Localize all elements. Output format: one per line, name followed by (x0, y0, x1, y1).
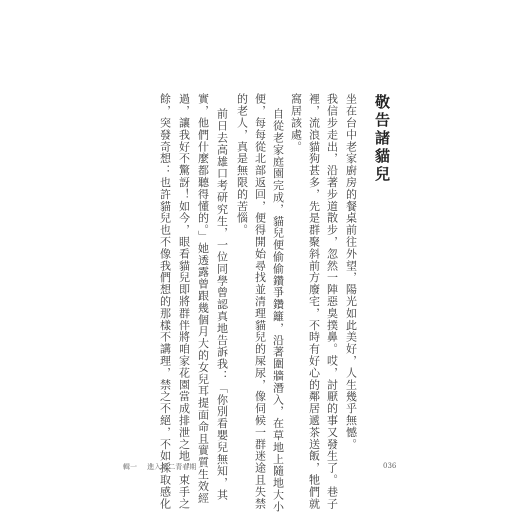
part-label: 輯一 (123, 463, 137, 471)
text-column: 窩居該處。 (289, 93, 303, 153)
text-column: 實，他們什麼都聽得懂的。」她透露曾跟幾個月大的女兒耳提面命且實質生效經 (196, 93, 210, 504)
text-column: 裡，流浪貓狗甚多，先是群聚斜前方廢宅，不時有好心的鄰居遞茶送飯，牠們就 (307, 93, 321, 510)
text-column: 前日去高雄口考研究生，一位同學曾認真地告訴我：「你別看嬰兒無知，其 (215, 108, 229, 501)
text-column: 便，每每從北部返回，便得開始尋找並清理貓兒的屎尿，像伺候一群迷途且失禁 (253, 93, 267, 510)
text-column: 自從老家庭園完成，貓兒便偷偷鑽爭鑽籬，沿著圍牆潛入，在草地上隨地大小 (271, 108, 285, 513)
section-label: 進入第二青春期 (147, 463, 197, 471)
text-column: 我信步走出，沿著步道散步，忽然一陣惡臭撲鼻。哎，討厭的事又發生了。巷子 (325, 93, 339, 510)
running-footer (123, 462, 204, 472)
text-column: 坐在台中老家廚房的餐桌前往外望，陽光如此美好，人生幾乎無憾。 (344, 93, 358, 450)
text-column: 餘，突發奇想：也許貓兒也不像我們想的那樣不講理，禁之不絕，不如採取感化 (158, 93, 172, 510)
text-column: 過，讓我好不驚訝！如今，眼看貓兒即將群伴將咱家花園當成排泄之地，束手之 (177, 93, 191, 510)
page-number: 036 (383, 462, 397, 470)
article-title: 敬告諸貓兒 (373, 94, 391, 184)
text-column: 的老人，真是無限的苦惱。 (235, 93, 249, 236)
